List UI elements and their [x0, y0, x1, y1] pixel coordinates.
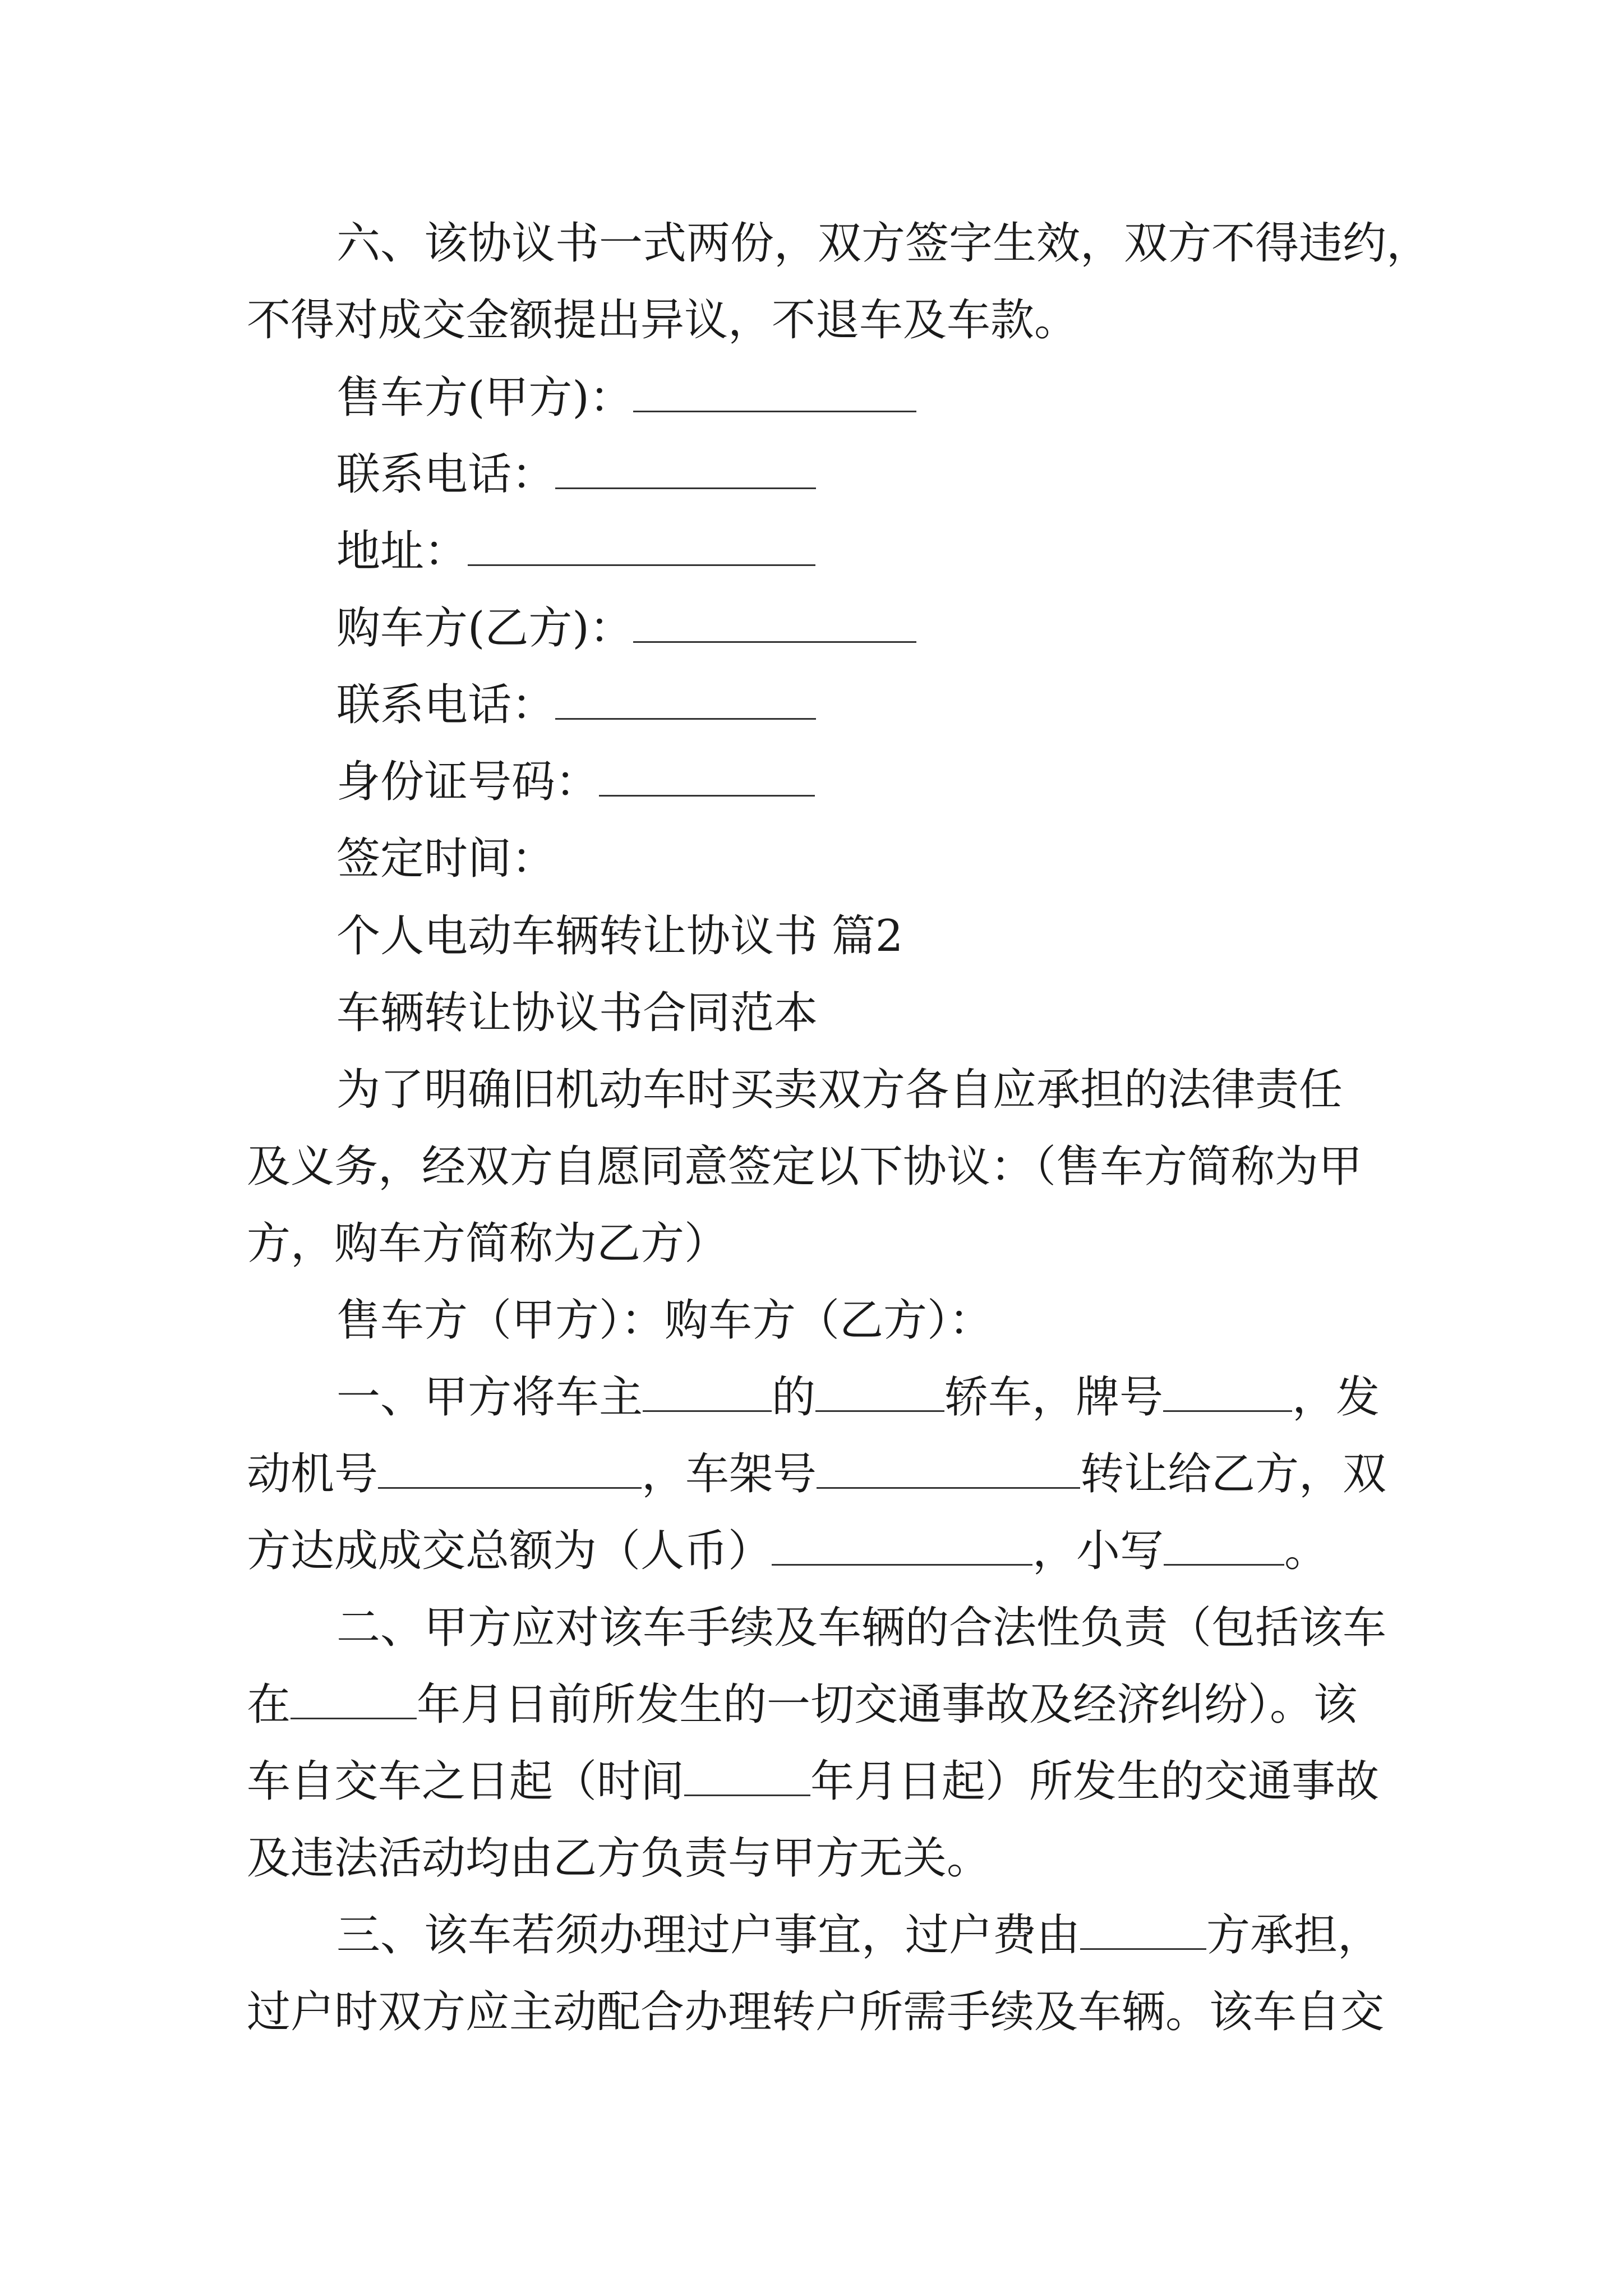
seller-phone-label: 联系电话：	[336, 449, 556, 500]
handover-date-blank	[684, 1760, 810, 1796]
clause-1-text-f: ，车架号	[642, 1449, 817, 1499]
clause-1-text-j: 。	[1284, 1526, 1329, 1576]
clause-3-text-a: 三、该车若须办理过户事宜，过户费由	[336, 1910, 1081, 1961]
seller-blank	[633, 376, 916, 412]
buyer-label: 购车方(乙方)：	[336, 603, 633, 654]
address-label: 地址：	[336, 526, 468, 577]
car-model-blank	[815, 1375, 944, 1412]
clause-2-text-b: 年月日前所发生的一切交通事故及经济纠纷）。该	[417, 1680, 1358, 1730]
date-before-blank	[291, 1683, 417, 1719]
clause-2-line-3	[247, 1756, 1380, 1807]
clause-1-text-i: ，小写	[1032, 1526, 1164, 1576]
address-field	[336, 526, 815, 577]
buyer-phone-label: 联系电话：	[336, 680, 556, 730]
clause-1-text-a: 一、甲方将车主	[336, 1372, 643, 1423]
buyer-phone-blank	[555, 683, 816, 720]
total-amount-blank	[772, 1529, 1032, 1566]
transfer-fee-party-blank	[1080, 1913, 1206, 1950]
seller-field	[336, 372, 916, 423]
clause-2-text-d: 年月日起）所发生的交通事故	[810, 1756, 1380, 1807]
id-number-blank	[599, 760, 815, 797]
plate-blank	[1163, 1375, 1292, 1412]
seller-phone-field	[336, 449, 816, 500]
contract-title: 车辆转让协议书合同范本	[336, 988, 818, 1038]
buyer-field	[336, 603, 916, 654]
clause-1-text-h: 方达成成交总额为（人币）	[247, 1526, 772, 1576]
clause-1-text-g: 转让给乙方，双	[1080, 1449, 1387, 1499]
clause-1-text-c: 轿车，牌号	[944, 1372, 1164, 1423]
sign-time: 签定时间：	[336, 834, 556, 884]
id-number-label: 身份证号码：	[336, 757, 600, 807]
clause-3-line-2: 过户时双方应主动配合办理转户所需手续及车辆。该车自交	[247, 1987, 1385, 2037]
preamble-line-3: 方，购车方简称为乙方）	[247, 1218, 728, 1269]
seller-phone-blank	[555, 453, 816, 489]
clause-6-line-1: 六、该协议书一式两份，双方签字生效，双方不得违约，	[336, 218, 1431, 269]
clause-2-line-1: 二、甲方应对该车手续及车辆的合法性负责（包括该车	[336, 1603, 1387, 1653]
clause-2-text-c: 车自交车之日起（时间	[247, 1756, 685, 1807]
section-title: 个人电动车辆转让协议书 篇2	[336, 911, 903, 961]
owner-blank	[643, 1375, 772, 1412]
buyer-phone-field	[336, 680, 816, 730]
preamble-line-2: 及义务，经双方自愿同意签定以下协议：（售车方简称为甲	[247, 1142, 1363, 1192]
clause-2-line-2	[247, 1680, 1358, 1730]
engine-number-blank	[378, 1452, 642, 1489]
clause-3-line-1	[336, 1910, 1382, 1961]
clause-2-line-4: 及违法活动均由乙方负责与甲方无关。	[247, 1833, 991, 1884]
id-number-field	[336, 757, 815, 807]
preamble-line-1: 为了明确旧机动车时买卖双方各自应承担的法律责任	[336, 1065, 1343, 1115]
parties-line: 售车方（甲方）：购车方（乙方）：	[336, 1295, 993, 1346]
clause-1-text-d: ，发	[1292, 1372, 1380, 1423]
clause-1-line-3	[247, 1526, 1329, 1576]
clause-1-line-1	[336, 1372, 1380, 1423]
seller-label: 售车方(甲方)：	[336, 372, 633, 423]
clause-1-text-b: 的	[772, 1372, 816, 1423]
clause-3-text-b: 方承担，	[1206, 1910, 1382, 1961]
frame-number-blank	[817, 1452, 1080, 1489]
buyer-blank	[633, 606, 916, 643]
clause-2-text-a: 在	[247, 1680, 291, 1730]
clause-1-line-2	[247, 1449, 1387, 1499]
address-blank	[468, 530, 815, 566]
clause-6-line-2: 不得对成交金额提出异议，不退车及车款。	[247, 295, 1078, 346]
amount-figures-blank	[1164, 1529, 1284, 1566]
clause-1-text-e: 动机号	[247, 1449, 379, 1499]
